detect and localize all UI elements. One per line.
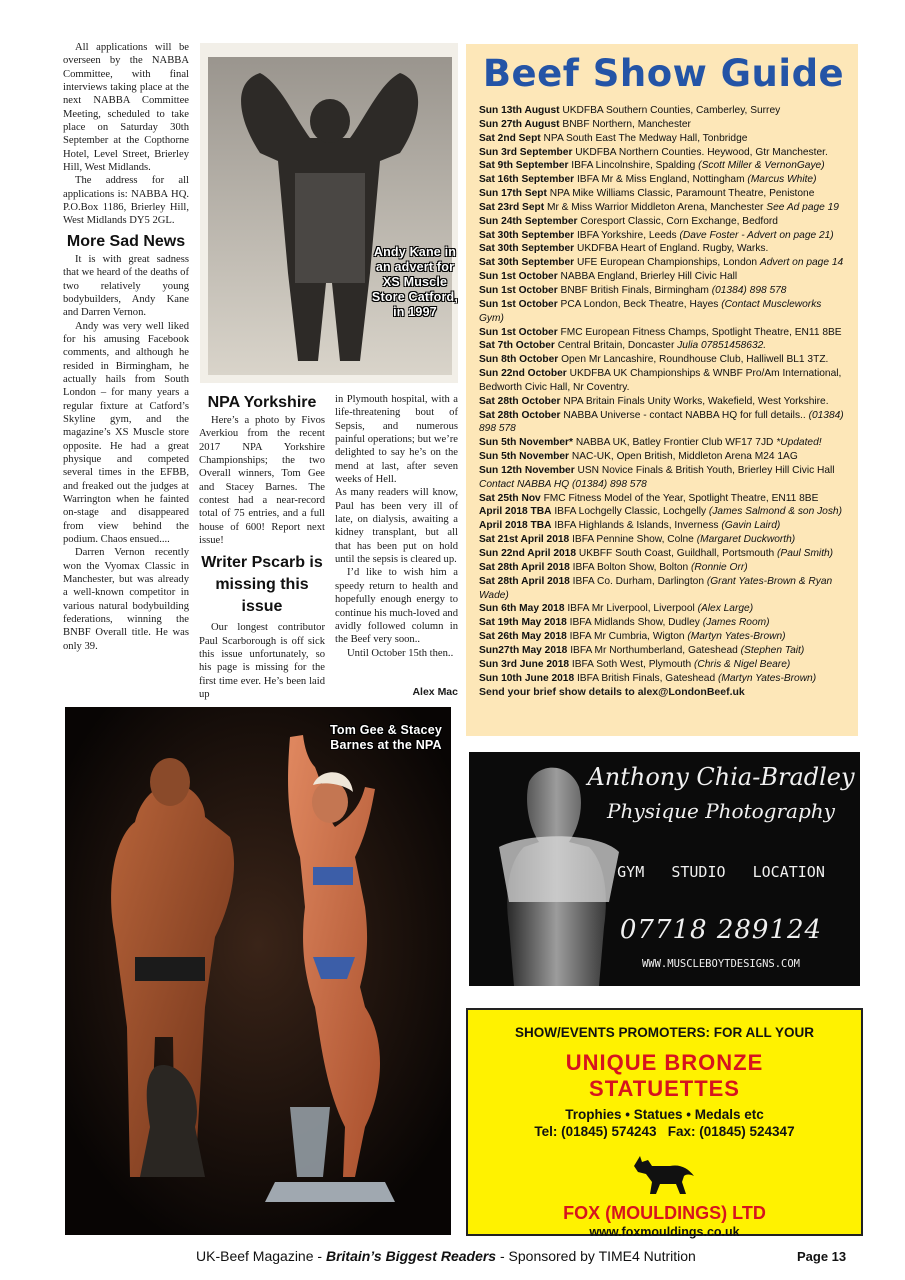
- guide-event-note: (Paul Smith): [777, 548, 834, 559]
- guide-event-title: NPA Britain Finals Unity Works, Wakefield, West Yorkshire.: [563, 395, 829, 407]
- guide-event-title: NPA Mike Williams Classic, Paramount Theatre, Penistone: [549, 188, 815, 200]
- guide-event-date: Sun 5th November: [479, 451, 570, 463]
- footer-sponsor: - Sponsored by TIME4 Nutrition: [496, 1248, 696, 1264]
- guide-event-date: Sat 7th October: [479, 340, 555, 352]
- guide-event-date: April 2018 TBA: [479, 506, 552, 518]
- guide-event-note: (Martyn Yates-Brown): [687, 631, 786, 643]
- guide-event: [479, 602, 848, 616]
- guide-event-date: Sun 1st October: [479, 271, 558, 283]
- address-paragraph: The address for all applications is: NABBA HQ. P.O.Box 1186, Brierley Hill, West Midlands DY5 2GL.: [63, 175, 189, 227]
- guide-event-title: UFE European Championships, London: [576, 257, 758, 269]
- guide-event-note: (01384) 898 578: [711, 284, 787, 296]
- guide-event-date: April 2018 TBA: [479, 520, 552, 532]
- guide-event-date: Sun 27th August: [479, 118, 560, 130]
- guide-event-note: (Gavin Laird): [721, 520, 781, 532]
- guide-event-title: IBFA Yorkshire, Leeds: [576, 229, 677, 241]
- dialysis-paragraph: As many readers will know, Paul has been very ill of late, on dialysis, awaiting a kidney transplant, but all that has been put on hold until the sepsis is cleared up.: [335, 487, 458, 566]
- guide-event-note: (Martyn Yates-Brown): [717, 672, 817, 684]
- more-sad-news-heading: More Sad News: [66, 232, 186, 250]
- guide-event: [479, 658, 848, 672]
- guide-event-date: Sun 17th Sept: [479, 188, 547, 200]
- guide-event-date: Sun 24th September: [479, 215, 578, 227]
- guide-event-date: Sun 22nd October: [479, 368, 567, 380]
- guide-event-title: Coresport Classic, Corn Exchange, Bedford: [580, 215, 778, 227]
- guide-event-note: Contact NABBA HQ (01384) 898 578: [479, 478, 647, 490]
- npa-yorkshire-heading: NPA Yorkshire: [207, 394, 317, 411]
- guide-event-title: IBFA Lincolnshire, Spalding: [571, 160, 696, 172]
- guide-event-date: Sat 28th April 2018: [479, 561, 570, 573]
- signature: Alex Mac: [412, 686, 458, 698]
- guide-event-date: Sun 12th November: [479, 464, 575, 476]
- guide-event-note: Julia 07851458632.: [677, 340, 767, 352]
- writer-pscarb-heading: Writer Pscarb is missing this issue: [201, 554, 323, 616]
- guide-event-date: Sat 21st April 2018: [479, 534, 570, 546]
- middle-column: [199, 393, 325, 702]
- anthony-phone: 07718 289124: [619, 915, 823, 945]
- guide-event-title: IBFA Mr Cumbria, Wigton: [569, 631, 685, 643]
- guide-event: [479, 450, 848, 464]
- guide-event: [479, 519, 848, 533]
- guide-event-title: IBFA Co. Durham, Darlington: [572, 575, 705, 587]
- guide-event: [479, 561, 848, 575]
- fox-contact: Tel: (01845) 574243 Fax: (01845) 524347: [534, 1124, 795, 1139]
- tom-stacey-image: [65, 707, 451, 1235]
- guide-event-date: Sun 1st October: [479, 298, 558, 310]
- hospital-paragraph: in Plymouth hospital, with a life-threatening bout of Sepsis, and numerous painful operations; but we’re delighted to say he’s on the mend at last, after seven weeks of Hell.: [335, 394, 458, 486]
- page-footer: [0, 1248, 905, 1268]
- guide-event-date: Sat 25th Nov: [479, 492, 541, 504]
- beef-show-guide: [466, 44, 858, 736]
- guide-event-note: (Grant Yates-Brown & Ryan Wade): [479, 575, 833, 601]
- guide-event-note: (Alex Large): [697, 603, 754, 615]
- guide-event: [479, 104, 848, 118]
- guide-event-title: FMC European Fitness Champs, Spotlight Theatre, EN11 8BE: [560, 326, 842, 338]
- guide-event: [479, 229, 848, 243]
- anthony-website[interactable]: WWW.MUSCLEBOYTDESIGNS.COM: [641, 958, 801, 970]
- guide-event: [479, 492, 848, 506]
- guide-event-date: Sun 5th November*: [479, 437, 573, 449]
- guide-event-note: Advert on page 14: [759, 257, 844, 269]
- guide-event-title: BNBF British Finals, Birmingham: [560, 284, 709, 296]
- left-column: [63, 41, 189, 653]
- guide-event-date: Sat 28th April 2018: [479, 575, 570, 587]
- footer-text: [196, 1248, 696, 1264]
- guide-event: [479, 464, 848, 492]
- guide-event-date: Sun 10th June 2018: [479, 672, 575, 684]
- guide-event-title: IBFA Bolton Show, Bolton: [572, 561, 689, 573]
- fox-products: Trophies • Statues • Medals etc: [565, 1107, 764, 1122]
- fox-headline-2: STATUETTES: [589, 1076, 740, 1101]
- guide-event-note: (James Salmond & son Josh): [708, 506, 842, 518]
- guide-event-title: PCA London, Beck Theatre, Hayes: [560, 298, 719, 310]
- guide-event-note: *Updated!: [776, 437, 822, 449]
- guide-event-title: UKDFBA Southern Counties, Camberley, Surrey: [562, 105, 781, 116]
- main-photo: [65, 707, 451, 1235]
- fox-icon: [630, 1152, 700, 1196]
- applications-paragraph: All applications will be overseen by the NABBA Committee, with final interviews taking place at the next NABBA Committee Meeting, scheduled to take place on Saturday 30th September at the Copthorne Hotel, Level Street, Brierley Hill, West Midlands.: [63, 42, 189, 174]
- guide-event-date: Sat 9th September: [479, 160, 569, 172]
- guide-event: [479, 395, 848, 409]
- guide-event-date: Sat 28th October: [479, 409, 561, 421]
- guide-event: [479, 575, 848, 603]
- guide-event-title: IBFA Soth West, Plymouth: [571, 658, 692, 670]
- guide-event-title: UKDFBA Northern Counties. Heywood, Gtr Manchester.: [575, 146, 828, 158]
- guide-event-date: Sun 13th August: [479, 105, 560, 116]
- guide-event-note: (Marcus White): [747, 174, 817, 186]
- guide-event-title: IBFA Lochgelly Classic, Lochgelly: [554, 506, 707, 518]
- guide-event: [479, 256, 848, 270]
- guide-event: [479, 118, 848, 132]
- guide-event: [479, 547, 848, 561]
- guide-event-title: NPA South East The Medway Hall, Tonbridge: [543, 132, 748, 144]
- guide-event-title: IBFA Highlands & Islands, Inverness: [554, 520, 719, 532]
- guide-event-title: BNBF Northern, Manchester: [562, 118, 691, 130]
- guide-event: [479, 242, 848, 256]
- fox-company: FOX (MOULDINGS) LTD: [563, 1203, 766, 1223]
- guide-event-date: Sat 16th September: [479, 174, 575, 186]
- guide-event-note: (Chris & Nigel Beare): [694, 658, 791, 670]
- guide-event-date: Sat 26th May 2018: [479, 631, 567, 643]
- fox-tagline: SHOW/EVENTS PROMOTERS: FOR ALL YOUR: [514, 1025, 815, 1040]
- guide-event-title: Mr & Miss Warrior Middleton Arena, Manchester: [546, 201, 764, 213]
- guide-event-date: Sun27th May 2018: [479, 644, 568, 656]
- andy-kane-image: [200, 43, 458, 383]
- guide-event: [479, 353, 848, 367]
- guide-event-title: Central Britain, Doncaster: [557, 340, 675, 352]
- guide-event-title: IBFA Pennine Show, Colne: [572, 534, 694, 546]
- guide-event-note: See Ad page 19: [766, 201, 839, 213]
- guide-event-note: (James Room): [702, 617, 770, 629]
- page-number: Page 13: [797, 1249, 847, 1264]
- until-paragraph: Until October 15th then..: [347, 647, 454, 659]
- anthony-services: GYM STUDIO LOCATION: [617, 863, 825, 881]
- guide-event-title: IBFA Mr Northumberland, Gateshead: [570, 644, 738, 656]
- guide-event: [479, 367, 848, 395]
- main-photo-caption: Tom Gee & Stacey Barnes at the NPA: [329, 723, 443, 752]
- guide-event-title: IBFA British Finals, Gateshead: [576, 672, 716, 684]
- guide-event-note: (Margaret Duckworth): [696, 534, 796, 546]
- footer-magazine: UK-Beef Magazine -: [196, 1248, 326, 1264]
- guide-event-date: Sun 3rd June 2018: [479, 658, 570, 670]
- guide-event-date: Sat 19th May 2018: [479, 617, 567, 629]
- guide-event-date: Sat 30th September: [479, 257, 575, 269]
- guide-event-note: (Scott Miller & VernonGaye): [698, 160, 825, 172]
- guide-event: [479, 616, 848, 630]
- anthony-subtitle: Physique Photography: [607, 799, 835, 823]
- guide-event: [479, 409, 848, 437]
- guide-event: [479, 505, 848, 519]
- wish-paragraph: I’d like to wish him a speedy return to health and hopefully enough energy to continue his much-loved and avidly followed column in the Beef very soon..: [335, 567, 458, 646]
- guide-event-list: [479, 104, 848, 685]
- guide-event: [479, 533, 848, 547]
- guide-event-date: Sun 1st October: [479, 284, 558, 296]
- guide-event-note: (Contact Muscleworks Gym): [479, 298, 822, 324]
- guide-event-date: Sat 30th September: [479, 243, 575, 255]
- guide-event-title: NAC-UK, Open British, Middleton Arena M24 1AG: [571, 451, 798, 463]
- guide-title: Beef Show Guide: [482, 52, 845, 95]
- footer-slogan: Britain’s Biggest Readers: [325, 1248, 497, 1264]
- guide-event: [479, 159, 848, 173]
- guide-event-title: USN Novice Finals & British Youth, Brierley Hill Civic Hall: [577, 464, 835, 476]
- guide-event: [479, 630, 848, 644]
- guide-event-date: Sat 30th September: [479, 229, 575, 241]
- guide-event: [479, 326, 848, 340]
- guide-event-note: (Ronnie Orr): [691, 561, 748, 573]
- guide-event: [479, 270, 848, 284]
- anthony-chia-bradley-ad: [469, 752, 860, 986]
- guide-event-note: (Stephen Tait): [740, 644, 805, 656]
- guide-event: [479, 436, 848, 450]
- guide-event-title: NABBA Universe - contact NABBA HQ for full details..: [563, 409, 806, 421]
- andy-kane-paragraph: Andy was very well liked for his amusing Facebook comments, and although he resided in Birmingham, he actually hails from South London – for many years a regular fixture at Catford’s Skyline gym, and the magazine’s XS Muscle store opposite. He had a great physique and competed several times in the EFBB, and freaked out the judges at Warrington when he fainted on-stage and disappeared from view behind the podium. Chaos ensued....: [63, 320, 189, 546]
- anthony-name: Anthony Chia-Bradley: [587, 763, 855, 791]
- guide-event: [479, 132, 848, 146]
- guide-event-date: Sat 23rd Sept: [479, 201, 545, 213]
- guide-event-title: IBFA Mr & Miss England, Nottingham: [576, 174, 745, 186]
- guide-event: [479, 284, 848, 298]
- guide-event-title: IBFA Mr Liverpool, Liverpool: [567, 603, 695, 615]
- guide-event-date: Sun 1st October: [479, 326, 558, 338]
- guide-event-title: UKDFBA UK Championships & WNBF Pro/Am International, Bedworth Civic Hall, Nr Coventry.: [479, 368, 842, 393]
- darren-vernon-paragraph: Darren Vernon recently won the Vyomax Classic in Manchester, but was already a well-known competitor in various natural bodybuilding federations, winning the BNBF Overall title. He was only 39.: [63, 547, 189, 652]
- andy-kane-caption: Andy Kane in an advert for XS Muscle Store Catford, in 1997: [371, 245, 458, 319]
- guide-event: [479, 187, 848, 201]
- guide-event-date: Sun 3rd September: [479, 146, 573, 158]
- guide-event: [479, 146, 848, 160]
- fox-headline-1: UNIQUE BRONZE: [565, 1050, 764, 1075]
- guide-event-title: UKBFF South Coast, Guildhall, Portsmouth: [578, 548, 775, 559]
- guide-event: [479, 173, 848, 187]
- guide-event: [479, 339, 848, 353]
- guide-event-date: Sun 6th May 2018: [479, 603, 565, 615]
- sad-news-paragraph: It is with great sadness that we heard of the deaths of two relatively young bodybuilders, Andy Kane and Darren Vernon.: [63, 253, 189, 319]
- guide-event-date: Sun 8th October: [479, 354, 559, 366]
- guide-event: [479, 215, 848, 229]
- guide-event: [479, 298, 848, 326]
- fox-mouldings-ad: [466, 1008, 863, 1239]
- guide-event-title: NABBA England, Brierley Hill Civic Hall: [560, 271, 738, 283]
- fox-website[interactable]: www.foxmouldings.co.uk: [589, 1225, 740, 1239]
- andy-kane-photo: [200, 43, 458, 383]
- right-column: [335, 393, 458, 660]
- guide-event-title: IBFA Midlands Show, Dudley: [569, 617, 700, 629]
- npa-yorkshire-text: Here’s a photo by Fivos Averkiou from the recent 2017 NPA Yorkshire Championships; the two Overall winners, Tom Gee and Stacey Barnes. The contest had a near-record total of 75 entries, and a full house of 600! Report next issue!: [199, 415, 325, 547]
- guide-event-note: (Dave Foster - Advert on page 21): [679, 229, 834, 241]
- guide-event-note: (01384) 898 578: [479, 409, 844, 435]
- guide-event: [479, 644, 848, 658]
- guide-event-title: NABBA UK, Batley Frontier Club WF17 7JD: [575, 437, 774, 449]
- guide-event-title: UKDFBA Heart of England. Rugby, Warks.: [576, 243, 769, 255]
- guide-event-title: Open Mr Lancashire, Roundhouse Club, Halliwell BL1 3TZ.: [561, 354, 829, 366]
- guide-event: [479, 201, 848, 215]
- guide-event-date: Sat 2nd Sept: [479, 132, 541, 144]
- guide-event-title: FMC Fitness Model of the Year, Spotlight Theatre, EN11 8BE: [543, 492, 819, 504]
- writer-pscarb-text: Our longest contributor Paul Scarborough is off sick this issue unfortunately, so his page is missing for the first time ever. He’s been laid up: [199, 622, 325, 701]
- guide-event-date: Sun 22nd April 2018: [479, 548, 576, 559]
- guide-event-date: Sat 28th October: [479, 395, 561, 407]
- guide-event: [479, 672, 848, 686]
- guide-footer: Send your brief show details to alex@LondonBeef.uk: [479, 686, 745, 699]
